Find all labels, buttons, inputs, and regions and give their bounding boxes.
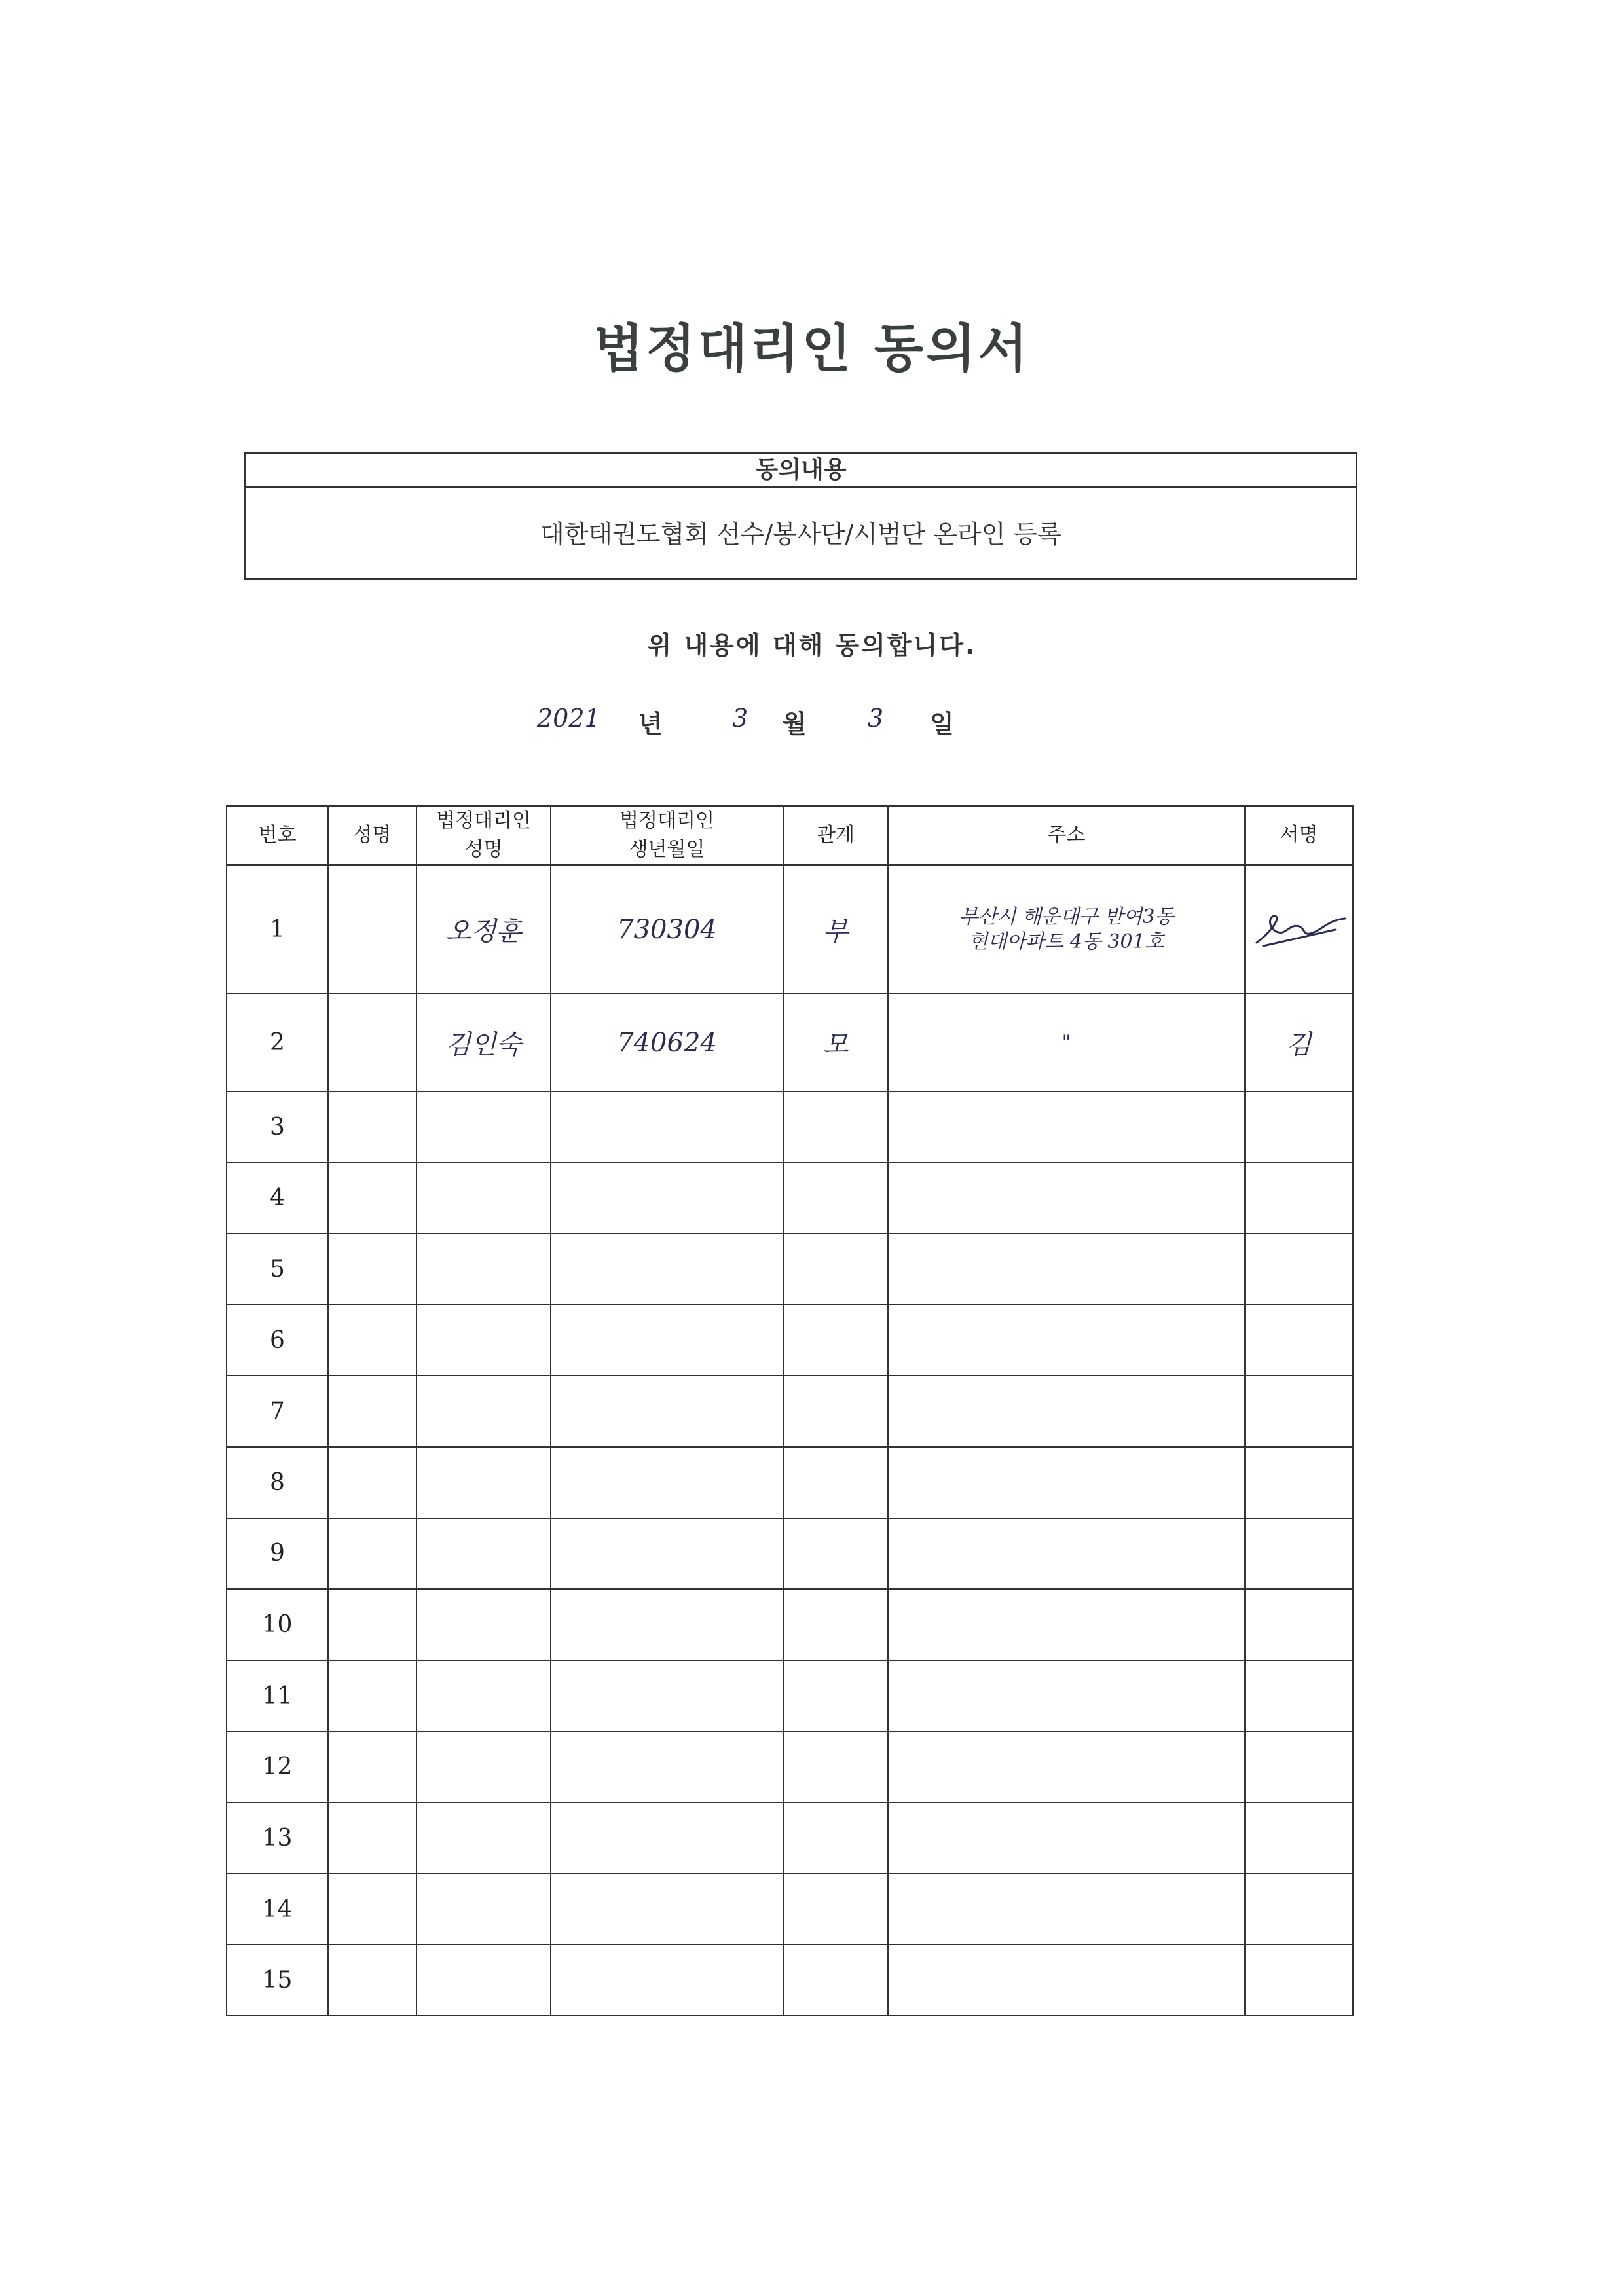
date-day: 3 [868, 704, 884, 733]
cell-rep-name [416, 1660, 551, 1732]
table-row [227, 1305, 1353, 1376]
cell-no: 14 [227, 1874, 328, 1945]
cell-rep-name [416, 1447, 551, 1518]
cell-name [328, 1091, 416, 1163]
cell-name [328, 1732, 416, 1803]
cell-name [328, 865, 416, 994]
date-year-label: 년 [638, 710, 663, 738]
cell-relation [783, 1305, 888, 1376]
cell-name [328, 1589, 416, 1660]
cell-rep-name [416, 1233, 551, 1305]
cell-signature: 김 [1245, 994, 1353, 1091]
cell-name [328, 1944, 416, 2016]
cell-address [888, 1802, 1245, 1874]
cell-address-line1: " [1061, 1030, 1071, 1054]
cell-rep-birth [551, 1802, 783, 1874]
cell-address [888, 1305, 1245, 1376]
cell-signature [1245, 865, 1353, 994]
cell-name [328, 1376, 416, 1447]
table-row [227, 1447, 1353, 1518]
cell-rep-name [416, 1802, 551, 1874]
cell-relation [783, 1732, 888, 1803]
cell-signature [1245, 1518, 1353, 1590]
cell-address [888, 1944, 1245, 2016]
table-row [227, 1376, 1353, 1447]
document-title: 법정대리인 동의서 [594, 319, 1030, 378]
cell-no: 7 [227, 1376, 328, 1447]
cell-no: 11 [227, 1660, 328, 1732]
cell-no: 15 [227, 1944, 328, 2016]
cell-address [888, 1518, 1245, 1590]
table-row [227, 1091, 1353, 1163]
header-rep-birth-line1: 법정대리인 [619, 809, 714, 832]
cell-no: 10 [227, 1589, 328, 1660]
cell-signature [1245, 1233, 1353, 1305]
table-row [227, 1589, 1353, 1660]
cell-rep-birth [551, 1163, 783, 1234]
cell-signature [1245, 1447, 1353, 1518]
cell-rep-birth [551, 1944, 783, 2016]
table-row [227, 994, 1353, 1091]
cell-signature [1245, 1732, 1353, 1803]
cell-rep-name [416, 1589, 551, 1660]
date-month: 3 [732, 704, 748, 733]
date-year: 2021 [537, 704, 600, 733]
cell-relation [783, 1163, 888, 1234]
cell-name [328, 1802, 416, 1874]
cell-relation [783, 1091, 888, 1163]
cell-signature [1245, 1802, 1353, 1874]
header-rep-name [416, 806, 551, 865]
agreement-text: 위 내용에 대해 동의합니다. [647, 631, 977, 660]
date-month-label: 월 [783, 710, 807, 738]
cell-rep-birth [551, 1732, 783, 1803]
header-relation: 관계 [783, 806, 888, 865]
cell-address-line2: 현대아파트 4동 301호 [969, 930, 1164, 953]
header-rep-name-line1: 법정대리인 [436, 809, 531, 832]
cell-rep-birth [551, 1874, 783, 1945]
cell-signature [1245, 1944, 1353, 2016]
registration-table [226, 805, 1354, 2016]
date-row [0, 704, 1624, 750]
table-row [227, 1660, 1353, 1732]
cell-address [888, 994, 1245, 1091]
cell-address [888, 1874, 1245, 1945]
cell-signature [1245, 1376, 1353, 1447]
cell-signature [1245, 1305, 1353, 1376]
cell-relation: 모 [783, 994, 888, 1091]
cell-rep-name [416, 1732, 551, 1803]
cell-rep-name [416, 1305, 551, 1376]
consent-header: 동의내용 [246, 454, 1356, 488]
cell-no: 13 [227, 1802, 328, 1874]
cell-address [888, 1732, 1245, 1803]
table-row [227, 1874, 1353, 1945]
cell-name [328, 994, 416, 1091]
cell-name [328, 1447, 416, 1518]
cell-relation [783, 1233, 888, 1305]
cell-name [328, 1518, 416, 1590]
cell-no: 8 [227, 1447, 328, 1518]
cell-no: 4 [227, 1163, 328, 1234]
cell-no: 5 [227, 1233, 328, 1305]
cell-relation [783, 1802, 888, 1874]
date-day-label: 일 [930, 710, 954, 738]
cell-address [888, 1660, 1245, 1732]
table-row [227, 1233, 1353, 1305]
cell-address [888, 1163, 1245, 1234]
header-rep-birth-line2: 생년월일 [629, 838, 705, 861]
table-row [227, 865, 1353, 994]
cell-rep-name [416, 1518, 551, 1590]
cell-signature [1245, 1091, 1353, 1163]
cell-rep-name [416, 1091, 551, 1163]
cell-relation [783, 1376, 888, 1447]
cell-no: 1 [227, 865, 328, 994]
cell-address [888, 1447, 1245, 1518]
cell-rep-birth: 730304 [551, 865, 783, 994]
table-row [227, 1732, 1353, 1803]
table-row [227, 1163, 1353, 1234]
cell-relation [783, 1660, 888, 1732]
cell-no: 12 [227, 1732, 328, 1803]
cell-rep-birth [551, 1589, 783, 1660]
consent-box [244, 452, 1357, 580]
cell-name [328, 1305, 416, 1376]
cell-relation [783, 1944, 888, 2016]
cell-no: 3 [227, 1091, 328, 1163]
table-row [227, 1802, 1353, 1874]
cell-address [888, 1589, 1245, 1660]
cell-rep-birth [551, 1376, 783, 1447]
cell-relation [783, 1589, 888, 1660]
cell-signature [1245, 1660, 1353, 1732]
cell-rep-birth: 740624 [551, 994, 783, 1091]
header-address: 주소 [888, 806, 1245, 865]
cell-signature [1245, 1589, 1353, 1660]
header-name: 성명 [328, 806, 416, 865]
cell-signature [1245, 1874, 1353, 1945]
cell-address [888, 865, 1245, 994]
cell-address [888, 1376, 1245, 1447]
cell-rep-name [416, 1944, 551, 2016]
cell-name [328, 1874, 416, 1945]
header-rep-birth [551, 806, 783, 865]
cell-rep-name: 김인숙 [416, 994, 551, 1091]
cell-name [328, 1660, 416, 1732]
cell-name [328, 1233, 416, 1305]
cell-rep-birth [551, 1091, 783, 1163]
cell-rep-birth [551, 1660, 783, 1732]
consent-content: 대한태권도협회 선수/봉사단/시범단 온라인 등록 [540, 520, 1061, 549]
cell-relation: 부 [783, 865, 888, 994]
cell-rep-name [416, 1163, 551, 1234]
header-rep-name-line2: 성명 [464, 838, 503, 861]
table-row [227, 1944, 1353, 2016]
cell-address-line1: 부산시 해운대구 반여3동 [959, 905, 1174, 928]
cell-relation [783, 1518, 888, 1590]
cell-rep-birth [551, 1518, 783, 1590]
handwritten-signature [1250, 907, 1348, 953]
table-header-row [227, 806, 1353, 865]
header-no: 번호 [227, 806, 328, 865]
cell-rep-birth [551, 1305, 783, 1376]
cell-rep-name [416, 1376, 551, 1447]
cell-rep-name [416, 1874, 551, 1945]
table-row [227, 1518, 1353, 1590]
cell-relation [783, 1447, 888, 1518]
cell-no: 2 [227, 994, 328, 1091]
cell-name [328, 1163, 416, 1234]
cell-address [888, 1091, 1245, 1163]
cell-rep-name: 오정훈 [416, 865, 551, 994]
cell-rep-birth [551, 1233, 783, 1305]
cell-no: 9 [227, 1518, 328, 1590]
cell-signature [1245, 1163, 1353, 1234]
header-signature: 서명 [1245, 806, 1353, 865]
cell-no: 6 [227, 1305, 328, 1376]
cell-rep-birth [551, 1447, 783, 1518]
cell-relation [783, 1874, 888, 1945]
cell-address [888, 1233, 1245, 1305]
